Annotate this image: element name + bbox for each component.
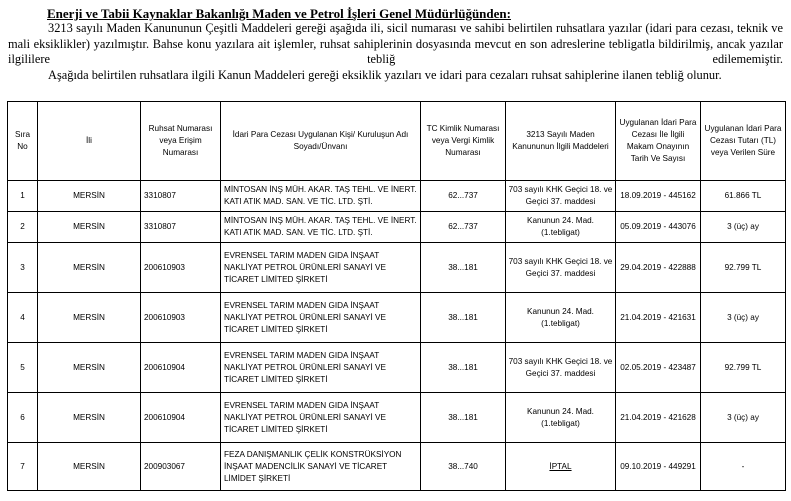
cell-tc: 62...737 — [421, 181, 506, 212]
cell-tutar: 3 (üç) ay — [701, 212, 786, 243]
table-row — [8, 243, 786, 293]
cell-madde: 703 sayılı KHK Geçici 18. ve Geçici 37. maddesi — [506, 181, 616, 212]
header-ruhsat: Ruhsat Numarası veya Erişim Numarası — [141, 102, 221, 181]
cell-tarih: 05.09.2019 - 443076 — [616, 212, 701, 243]
cell-tutar: - — [701, 443, 786, 491]
cell-sira: 4 — [8, 293, 38, 343]
cell-kisi: FEZA DANIŞMANLIK ÇELİK KONSTRÜKSİYON İNŞAAT MADENCİLİK SANAYİ VE TİCARET LİMİDET ŞİRKETİ — [221, 443, 421, 491]
cell-ruhsat: 200610903 — [141, 243, 221, 293]
cell-sira: 1 — [8, 181, 38, 212]
cell-il: MERSİN — [38, 343, 141, 393]
table-row — [8, 393, 786, 443]
table-row — [8, 293, 786, 343]
cell-il: MERSİN — [38, 243, 141, 293]
cell-tarih: 09.10.2019 - 449291 — [616, 443, 701, 491]
cell-il: MERSİN — [38, 181, 141, 212]
header-madde: 3213 Sayılı Maden Kanununun İlgili Maddeleri — [506, 102, 616, 181]
cell-tc: 62...737 — [421, 212, 506, 243]
cell-kisi: EVRENSEL TARIM MADEN GIDA İNŞAAT NAKLİYAT PETROL ÜRÜNLERİ SANAYİ VE TİCARET LİMİTED ŞİRKETİ — [221, 243, 421, 293]
cell-ruhsat: 200610904 — [141, 343, 221, 393]
cell-kisi: EVRENSEL TARIM MADEN GIDA İNŞAAT NAKLİYAT PETROL ÜRÜNLERİ SANAYİ VE TİCARET LİMİTED ŞİRKETİ — [221, 343, 421, 393]
cell-il: MERSİN — [38, 443, 141, 491]
cell-il: MERSİN — [38, 293, 141, 343]
table-row — [8, 181, 786, 212]
cell-tutar: 92.799 TL — [701, 343, 786, 393]
cell-ruhsat: 200610904 — [141, 393, 221, 443]
cell-ruhsat: 200903067 — [141, 443, 221, 491]
cell-tutar: 61.866 TL — [701, 181, 786, 212]
cell-madde: 703 sayılı KHK Geçici 18. ve Geçici 37. maddesi — [506, 243, 616, 293]
notice-heading: Enerji ve Tabii Kaynaklar Bakanlığı Maden ve Petrol İşleri Genel Müdürlüğünden: — [47, 6, 511, 21]
cell-tutar: 3 (üç) ay — [701, 393, 786, 443]
cell-madde: İPTAL — [506, 443, 616, 491]
header-sira: Sıra No — [8, 102, 38, 181]
cell-tc: 38...740 — [421, 443, 506, 491]
cell-madde: Kanunun 24. Mad. (1.tebligat) — [506, 293, 616, 343]
cell-madde: 703 sayılı KHK Geçici 18. ve Geçici 37. maddesi — [506, 343, 616, 393]
header-tutar: Uygulanan İdari Para Cezası Tutarı (TL) veya Verilen Süre — [701, 102, 786, 181]
cell-madde: Kanunun 24. Mad. (1.tebligat) — [506, 212, 616, 243]
cell-tarih: 29.04.2019 - 422888 — [616, 243, 701, 293]
cell-kisi: MİNTOSAN İNŞ MÜH. AKAR. TAŞ TEHL. VE İNERT. KATI ATIK MAD. SAN. VE TİC. LTD. ŞTİ. — [221, 212, 421, 243]
table-header-row — [8, 102, 786, 181]
cell-tc: 38...181 — [421, 293, 506, 343]
cell-tarih: 21.04.2019 - 421628 — [616, 393, 701, 443]
cell-tarih: 21.04.2019 - 421631 — [616, 293, 701, 343]
cell-tc: 38...181 — [421, 243, 506, 293]
cell-ruhsat: 3310807 — [141, 212, 221, 243]
header-tc: TC Kimlik Numarası veya Vergi Kimlik Numarası — [421, 102, 506, 181]
cell-kisi: EVRENSEL TARIM MADEN GIDA İNŞAAT NAKLİYAT PETROL ÜRÜNLERİ SANAYİ VE TİCARET LİMİTED ŞİRKETİ — [221, 293, 421, 343]
cell-il: MERSİN — [38, 393, 141, 443]
cell-tutar: 92.799 TL — [701, 243, 786, 293]
table-row — [8, 343, 786, 393]
cell-il: MERSİN — [38, 212, 141, 243]
cell-madde: Kanunun 24. Mad. (1.tebligat) — [506, 393, 616, 443]
cell-tarih: 18.09.2019 - 445162 — [616, 181, 701, 212]
cell-tc: 38...181 — [421, 343, 506, 393]
penalty-table — [7, 101, 786, 491]
cell-sira: 7 — [8, 443, 38, 491]
header-tarih: Uygulanan İdari Para Cezası İle İlgili Makam Onayının Tarih Ve Sayısı — [616, 102, 701, 181]
cell-sira: 5 — [8, 343, 38, 393]
table-row — [8, 443, 786, 491]
cell-tutar: 3 (üç) ay — [701, 293, 786, 343]
intro-paragraph-1: 3213 sayılı Maden Kanununun Çeşitli Maddeleri gereği aşağıda ili, sicil numarası ve sahibi belirtilen ruhsatlara yazılar (idari para cezası, teknik ve mali eksiklikler) yazılmıştır. Bahse konu yazılara ait işlemler, ruhsat sahiplerinin dosyasında mevcut en son adreslerine tebligatla bildirilmiş, ancak yazılar ilgililere tebliğ edilememiştir. — [8, 21, 783, 66]
cell-sira: 6 — [8, 393, 38, 443]
notice-intro — [8, 21, 783, 83]
intro-paragraph-2: Aşağıda belirtilen ruhsatlara ilgili Kanun Maddeleri gereği eksiklik yazıları ve idari para cezaları ruhsat sahiplerine ilanen tebliğ olunur. — [48, 67, 722, 82]
cell-sira: 3 — [8, 243, 38, 293]
cell-tarih: 02.05.2019 - 423487 — [616, 343, 701, 393]
cell-sira: 2 — [8, 212, 38, 243]
header-kisi: İdari Para Cezası Uygulanan Kişi/ Kuruluşun Adı Soyadı/Ünvanı — [221, 102, 421, 181]
cell-kisi: EVRENSEL TARIM MADEN GIDA İNŞAAT NAKLİYAT PETROL ÜRÜNLERİ SANAYİ VE TİCARET LİMİTED ŞİRKETİ — [221, 393, 421, 443]
header-il: İli — [38, 102, 141, 181]
cell-kisi: MİNTOSAN İNŞ MÜH. AKAR. TAŞ TEHL. VE İNERT. KATI ATIK MAD. SAN. VE TİC. LTD. ŞTİ. — [221, 181, 421, 212]
table-row — [8, 212, 786, 243]
cell-ruhsat: 3310807 — [141, 181, 221, 212]
cell-tc: 38...181 — [421, 393, 506, 443]
cell-ruhsat: 200610903 — [141, 293, 221, 343]
